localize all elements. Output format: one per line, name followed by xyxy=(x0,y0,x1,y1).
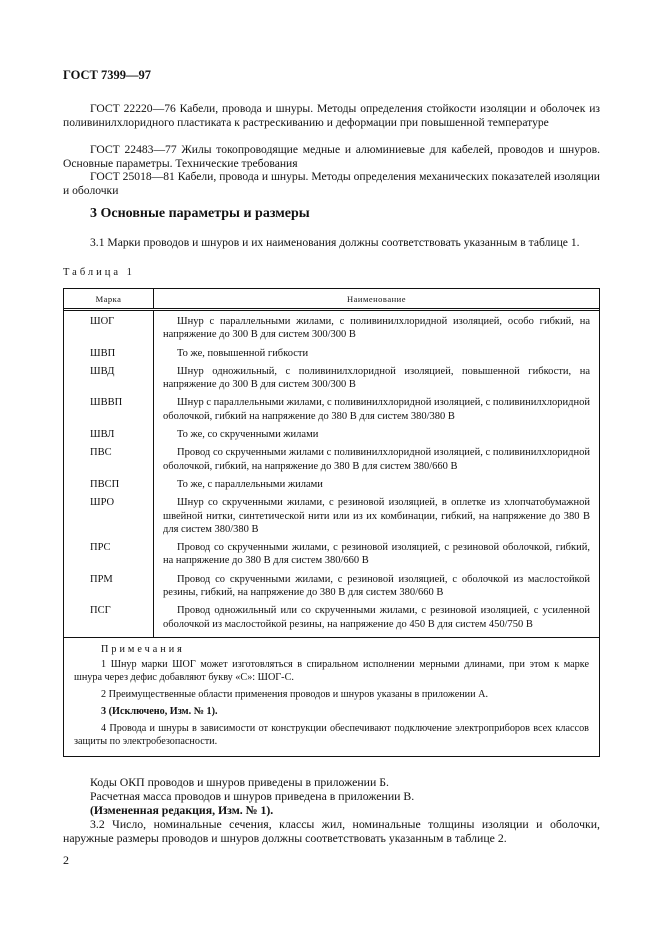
note-4: 4 Провода и шнуры в зависимости от конструкции обеспечивают подключение электроприборов всех классов защиты по электробезопасности. xyxy=(74,722,589,747)
table-header xyxy=(64,289,599,311)
table-row xyxy=(64,496,599,536)
table-row xyxy=(64,541,599,568)
table-row xyxy=(64,315,599,342)
table-row xyxy=(64,347,599,360)
okp-codes-text: Коды ОКП проводов и шнуров приведены в приложении Б. xyxy=(90,775,389,789)
header-name: Наименование xyxy=(347,293,406,304)
note-1: 1 Шнур марки ШОГ может изготовляться в спиральном исполнении мерными длинами, при этом к марке шнура через дефис добавляют букву «С»: ШОГ-С. xyxy=(74,658,589,683)
row-name: Шнур с параллельными жилами, с поливинилхлоридной изоляцией, с поливинилхлоридной оболочкой, гибкий на напряжение до 380 В для систем 380/380 В xyxy=(163,397,590,422)
table-notes xyxy=(64,638,599,756)
table-row xyxy=(64,446,599,473)
row-name: То же, повышенной гибкости xyxy=(177,347,309,359)
table-row xyxy=(64,604,599,631)
note-2: 2 Преимущественные области применения проводов и шнуров указаны в приложении А. xyxy=(101,688,489,700)
note-3: 3 (Исключено, Изм. № 1). xyxy=(101,705,218,717)
table-row xyxy=(64,365,599,392)
row-name: Шнур одножильный, с поливинилхлоридной изоляцией, повышенной гибкости, на напряжение до 300 В для систем 300/300 В xyxy=(163,365,590,391)
row-name: Шнур со скрученными жилами, с резиновой изоляцией, в оплетке из хлопчатобумажной швейной нитки, синтетической нити или из их комбинации, гибкий, на напряжение до 380 В для систем 380/380 В xyxy=(163,497,590,535)
clause-3-2: 3.2 Число, номинальные сечения, классы жил, номинальные толщины изоляции и оболочки, наружные размеры проводов и шнуров должны соответствовать указанным в таблице 2. xyxy=(63,817,600,846)
page-number: 2 xyxy=(63,853,69,867)
section-title: 3 Основные параметры и размеры xyxy=(90,206,310,221)
table-caption: Таблица 1 xyxy=(63,267,135,278)
row-mark: ШВВП xyxy=(90,397,123,409)
row-mark: ШВЛ xyxy=(90,429,115,441)
page-header: ГОСТ 7399—97 xyxy=(63,68,152,82)
notes-title: Примечания xyxy=(101,643,185,655)
table-row xyxy=(64,573,599,600)
table-row xyxy=(64,396,599,423)
row-mark: ПРС xyxy=(90,542,111,554)
row-mark: ШРО xyxy=(90,497,115,509)
row-name: Провод одножильный или со скрученными жилами, с резиновой изоляцией, с усиленной оболочкой из маслостойкой резины, на напряжение до 450 В для систем 450/750 В xyxy=(163,605,590,630)
table-1 xyxy=(63,288,600,757)
row-mark: ШОГ xyxy=(90,316,115,327)
row-name: То же, с параллельными жилами xyxy=(177,478,323,490)
row-name: Провод со скрученными жилами, с резиновой изоляцией, с оболочкой из маслостойкой резины, гибкий, на напряжение до 380 В для систем 380/660 В xyxy=(163,573,590,599)
row-mark: ШВП xyxy=(90,347,116,359)
row-name: Провод со скрученными жилами, с резиновой изоляцией, с резиновой оболочкой, гибкий, на напряжение до 380 В для систем 380/660 В xyxy=(163,542,590,567)
table-row xyxy=(64,478,599,491)
table-row xyxy=(64,428,599,441)
row-mark: ПРМ xyxy=(90,573,113,585)
row-mark: ПВСП xyxy=(90,478,120,490)
row-name: Шнур с параллельными жилами, с поливинилхлоридной изоляцией, особо гибкий, на напряжение до 300 В для систем 300/300 В xyxy=(163,316,590,341)
header-mark: Марка xyxy=(64,289,154,308)
row-mark: ПСГ xyxy=(90,605,111,617)
reference-gost-22483: ГОСТ 22483—77 Жилы токопроводящие медные и алюминиевые для кабелей, проводов и шнуров. Основные параметры. Технические требования xyxy=(63,143,600,170)
row-mark: ПВС xyxy=(90,447,112,459)
reference-gost-25018: ГОСТ 25018—81 Кабели, провода и шнуры. Методы определения механических показателей изоляции и оболочки xyxy=(63,170,600,197)
mass-text: Расчетная масса проводов и шнуров приведена в приложении В. xyxy=(90,789,415,803)
reference-gost-22220: ГОСТ 22220—76 Кабели, провода и шнуры. Методы определения стойкости изоляции и оболочек из поливинилхлоридного пластиката к растрескиванию и деформации при повышенной температуре xyxy=(63,102,600,129)
clause-3-1: 3.1 Марки проводов и шнуров и их наименования должны соответствовать указанным в таблице 1. xyxy=(90,236,580,249)
row-name: Провод со скрученными жилами с поливинилхлоридной изоляцией, с поливинилхлоридной оболочкой, гибкий, на напряжение до 380 В для систем 380/660 В xyxy=(163,447,590,472)
row-mark: ШВД xyxy=(90,365,115,377)
amendment-text: (Измененная редакция, Изм. № 1). xyxy=(90,803,274,817)
row-name: То же, со скрученными жилами xyxy=(177,429,319,441)
table-body xyxy=(64,311,599,638)
